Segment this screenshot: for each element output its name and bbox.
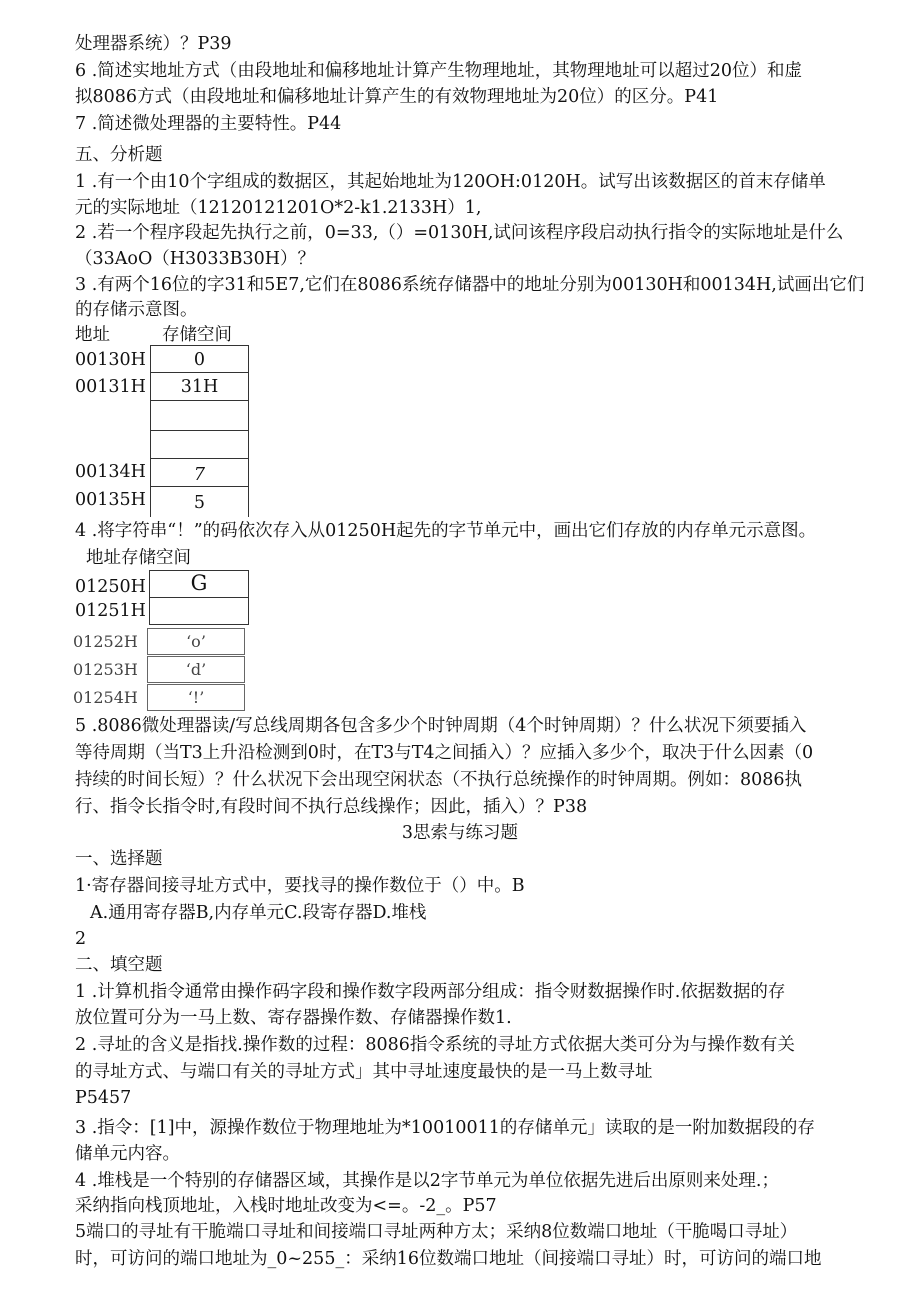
memory-cell-value: ‘!’ (187, 688, 205, 707)
text-line: 放位置可分为一马上数、寄存器操作数、存储器操作数1. (75, 1008, 512, 1028)
diagram-header-storage: 存储空间 (162, 325, 232, 345)
memory-cell-value: ‘o’ (186, 632, 206, 651)
analysis-question-1: 1 .有一个由10个字组成的数据区，其起始地址为120OH:0120H。试写出该数据区的首末存储单 (75, 172, 826, 192)
analysis-question-3: 3 .有两个16位的字31和5E7,它们在8086系统存储器中的地址分别为00130H和00134H,试画出它们 (75, 275, 865, 295)
analysis-question-4: 4 .将字符串“！”的码依次存入从01250H起先的字节单元中，画出它们存放的内存单元示意图。 (75, 521, 817, 541)
diagram-header-address: 地址 (75, 325, 110, 345)
memory-cell-value: 0 (193, 350, 206, 370)
memory-cell-value: 7 (193, 465, 206, 485)
text-line: 持续的时间长短）？什么状况下会出现空闲状态（不执行总统操作的时钟周期。例如：8086执 (75, 770, 803, 790)
fill-question-5: 5端口的寻址有干脆端口寻址和间接端口寻址两种方太；采纳8位数端口地址（干脆喝口寻址） (75, 1222, 798, 1242)
text-line: 采纳指向栈顶地址，入栈时地址改变为<=。-2_。P57 (75, 1196, 497, 1216)
section-heading-choice: 一、选择题 (75, 849, 163, 869)
memory-address: 01254H (73, 688, 138, 707)
text-line: 元的实际地址（12120121201O*2-k1.2133H）1, (75, 198, 482, 218)
memory-address: 00134H (75, 462, 146, 482)
memory-address: 00135H (75, 490, 146, 510)
section-heading-fill: 二、填空题 (75, 955, 163, 975)
fill-question-1: 1 .计算机指令通常由操作码字段和操作数字段两部分组成：指令财数据操作时.依据数据的存 (75, 982, 786, 1002)
memory-address: 00130H (75, 350, 146, 370)
text-line: 等待周期（当T3上升沿检测到0时，在T3与T4之间插入）？应插入多少个，取决于什么因素（0 (75, 743, 814, 763)
text-line: P5457 (75, 1088, 132, 1108)
memory-address: 01250H (75, 577, 146, 597)
text-line: 储单元内容。 (75, 1144, 180, 1164)
memory-cell-value: G (190, 571, 208, 595)
text-line: （33AoO（H3033B30H）？ (75, 249, 315, 269)
fill-question-3: 3 .指令：[1]中，源操作数位于物理地址为*10010011的存储单元」读取的是一附加数据段的存 (75, 1118, 815, 1138)
text-line: 处理器系统）？P39 (75, 34, 232, 54)
choice-options: A.通用寄存器B,内存单元C.段寄存器D.堆栈 (90, 903, 427, 923)
memory-address: 00131H (75, 377, 146, 397)
analysis-question-5: 5 .8086微处理器读/写总线周期各包含多少个时钟周期（4个时钟周期）？什么状况下须要插入 (75, 716, 807, 736)
analysis-question-2: 2 .若一个程序段起先执行之前，0=33,（）=0130H,试问该程序段启动执行指令的实际地址是什么 (75, 223, 844, 243)
fill-question-2: 2 .寻址的含义是指找.操作数的过程：8086指令系统的寻址方式依据大类可分为与操作数有关 (75, 1035, 795, 1055)
question-7: 7 .简述微处理器的主要特性。P44 (75, 114, 342, 134)
memory-cell-value: 5 (193, 493, 206, 513)
diagram-header: 地址存储空间 (86, 548, 191, 568)
text-line: 时，可访问的端口地址为_0~255_：采纳16位数端口地址（间接端口寻址）时，可访问的端口地 (75, 1249, 822, 1269)
text-line: 拟8086方式（由段地址和偏移地址计算产生的有效物理地址为20位）的区分。P41 (75, 87, 719, 107)
text-line: 的存储示意图。 (75, 300, 198, 320)
question-6: 6 .简述实地址方式（由段地址和偏移地址计算产生物理地址，其物理地址可以超过20位）和虚 (75, 61, 803, 81)
text-line: 的寻址方式、与端口有关的寻址方式」其中寻址速度最快的是一马上数寻址 (75, 1062, 653, 1082)
section-heading-analysis: 五、分析题 (75, 145, 163, 165)
memory-cell-value: 31H (180, 377, 219, 397)
memory-address: 01252H (73, 632, 138, 651)
chapter-title: 3思索与练习题 (401, 823, 519, 843)
text-line: 行、指令长指令时,有段时间不执行总线操作；因此，插入）？P38 (75, 797, 588, 817)
memory-address: 01253H (73, 660, 138, 679)
memory-address: 01251H (75, 601, 146, 621)
page-number: 2 (75, 929, 87, 949)
choice-question-1: 1·寄存器间接寻址方式中，要找寻的操作数位于（）中。B (75, 876, 525, 896)
memory-cell-value: ‘d’ (185, 660, 207, 679)
fill-question-4: 4 .堆栈是一个特别的存储器区域，其操作是以2字节单元为单位依据先进后出原则来处理.； (75, 1171, 779, 1191)
